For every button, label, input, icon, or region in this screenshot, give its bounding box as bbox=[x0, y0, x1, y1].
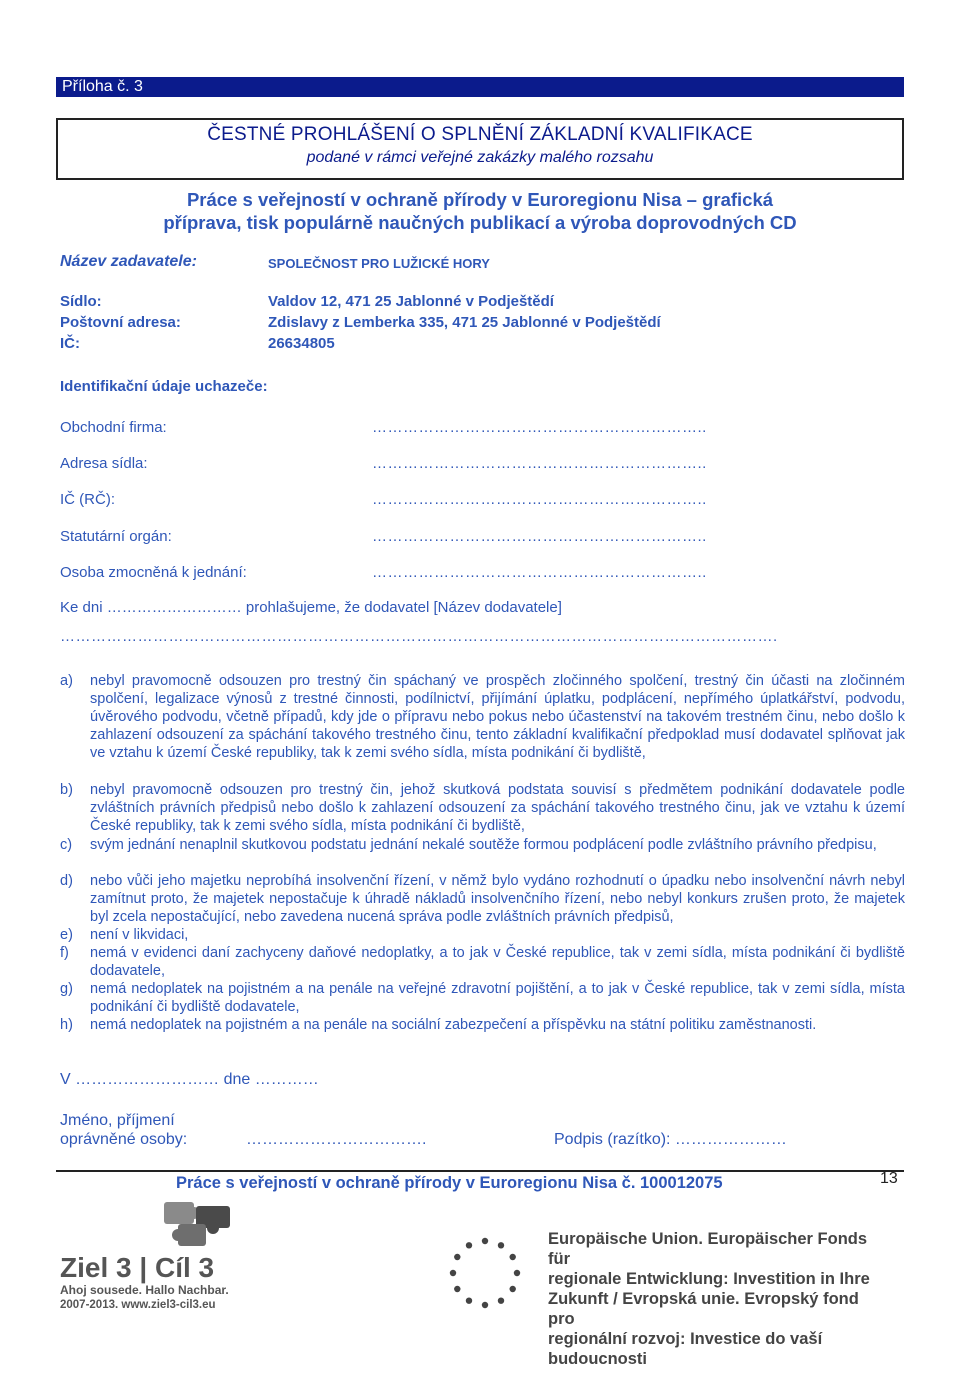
ic-rc-field[interactable]: ……………………………………………………….. bbox=[372, 491, 707, 508]
ic-value: 26634805 bbox=[268, 335, 335, 352]
declaration-item-b bbox=[60, 781, 905, 835]
authority-name-label: Název zadavatele: bbox=[60, 253, 197, 270]
appendix-bar bbox=[56, 77, 904, 97]
item-text: není v likvidaci, bbox=[90, 927, 189, 943]
company-name-label: Obchodní firma: bbox=[60, 419, 167, 436]
name-label-line2: oprávněné osoby: bbox=[60, 1131, 188, 1148]
item-letter: a) bbox=[60, 673, 73, 689]
statutory-body-field[interactable]: ……………………………………………………….. bbox=[372, 528, 707, 545]
project-name-line1: Práce s veřejností v ochraně přírody v Euroregionu Nisa – grafická bbox=[186, 189, 774, 210]
eu-text-line2: regionale Entwicklung: Investition in Ihre bbox=[548, 1270, 870, 1288]
ic-label: IČ: bbox=[60, 335, 80, 352]
authorized-person-label: Osoba zmocněná k jednání: bbox=[60, 564, 247, 581]
declaration-item-d bbox=[60, 872, 905, 926]
project-name-line2: příprava, tisk populárně naučných publikací a výroba doprovodných CD bbox=[163, 212, 797, 233]
declaration-item-f bbox=[60, 944, 905, 980]
eu-text-line3: Zukunft / Evropská unie. Evropský fond pro bbox=[548, 1290, 859, 1328]
item-letter: b) bbox=[60, 782, 73, 798]
ic-rc-label: IČ (RČ): bbox=[60, 491, 115, 508]
item-text: nebyl pravomocně odsouzen pro trestný čin spáchaný ve prospěch zločinného spolčení, trestný čin účasti na zločinném spolčení, legalizace výnosů z trestné činnosti, podílnictví, přijímání úplatku, podplácení, nepřímého úplatkářství, podvodu, úvěrového podvodu, včetně případů, kdy jde o přípravu nebo pokus nebo účastenství na takovém trestném činu, nebo došlo k zahlazení odsouzení za spáchání takového trestného činu, tento základní kvalifikační předpoklad musí dodavatel splňovat jak ve vztahu k území České republiky, tak k zemi svého sídla, místa podnikání či bydliště, bbox=[90, 673, 905, 761]
item-text: nemá nedoplatek na pojistném a na penále na sociální zabezpečení a příspěvku na státní politiku zaměstnanosti. bbox=[90, 1017, 817, 1033]
declaration-item-a bbox=[60, 672, 905, 762]
item-text: svým jednání nenaplnil skutkovou podstatu jednání nekalé soutěže formou podplácení podle zvláštního právního předpisu, bbox=[90, 837, 877, 853]
ziel3-logo bbox=[60, 1200, 250, 1318]
name-label-line1: Jméno, příjmení bbox=[60, 1112, 175, 1129]
declaration-item-c bbox=[60, 836, 905, 854]
footer-project-text: Práce s veřejností v ochraně přírody v Euroregionu Nisa č. 100012075 bbox=[176, 1174, 723, 1192]
ziel3-url: 2007-2013. www.ziel3-cil3.eu bbox=[60, 1299, 216, 1311]
appendix-label: Příloha č. 3 bbox=[62, 78, 143, 95]
item-text: nebyl pravomocně odsouzen pro trestný čin, jehož skutková podstata souvisí s předmětem podnikání dodavatele podle zvláštních právních předpisů nebo došlo k zahlazení odsouzení za spáchání takového trestného činu, jak ve vztahu k území České republiky, tak k zemi svého sídla, místa podnikání či bydliště, bbox=[90, 782, 905, 834]
item-text: nebo vůči jeho majetku neprobíhá insolvenční řízení, v němž bylo vydáno rozhodnutí o úpadku nebo insolvenční návrh nebyl zamítnut proto, že majetek nepostačuje k úhradě nákladů insolvenčního řízení, nebo nebyl konkurs zrušen proto, že majetek byl zcela nepostačující, nebo zavedena nucená správa podle zvláštních právních předpisů, bbox=[90, 873, 905, 925]
project-name bbox=[56, 188, 904, 234]
company-name-field[interactable]: ……………………………………………………….. bbox=[372, 419, 707, 436]
supplier-name-dots[interactable]: …………………………………………………………………………………………………………………………. bbox=[60, 628, 778, 645]
seat-address-label: Adresa sídla: bbox=[60, 455, 148, 472]
puzzle-pieces-icon bbox=[60, 1200, 250, 1248]
item-text: nemá v evidenci daní zachyceny daňové nedoplatky, a to jak v České republice, tak v zemi sídla, místa podnikání či bydliště dodavatele, bbox=[90, 945, 905, 979]
name-dots-field[interactable]: ……………………………. bbox=[246, 1131, 427, 1148]
seat-value: Valdov 12, 471 25 Jablonné v Podještědí bbox=[268, 293, 554, 310]
eu-stars-icon bbox=[440, 1228, 530, 1318]
footer-divider bbox=[56, 1170, 904, 1172]
seat-label: Sídlo: bbox=[60, 293, 102, 310]
eu-text-line4: regionální rozvoj: Investice do vaší budoucnosti bbox=[548, 1330, 823, 1368]
applicant-heading: Identifikační údaje uchazeče: bbox=[60, 378, 268, 395]
item-letter: c) bbox=[60, 837, 73, 853]
item-letter: g) bbox=[60, 981, 73, 997]
item-letter: h) bbox=[60, 1017, 73, 1033]
ziel3-title: Ziel 3 | Cíl 3 bbox=[60, 1252, 215, 1283]
page-number: 13 bbox=[880, 1170, 898, 1187]
item-text: nemá nedoplatek na pojistném a na penále na veřejné zdravotní pojištění, a to jak v České republice, tak v zemi sídla, místa podnikání či bydliště dodavatele, bbox=[90, 981, 905, 1015]
declaration-item-g bbox=[60, 980, 905, 1016]
eu-fund-text bbox=[548, 1229, 888, 1369]
eu-text-line1: Europäische Union. Europäischer Fonds für bbox=[548, 1230, 868, 1268]
authorized-person-field[interactable]: ……………………………………………………….. bbox=[372, 564, 707, 581]
postal-address-label: Poštovní adresa: bbox=[60, 314, 181, 331]
item-letter: f) bbox=[60, 945, 69, 961]
declaration-item-h bbox=[60, 1016, 905, 1034]
authority-name-value: SPOLEČNOST PRO LUŽICKÉ HORY bbox=[268, 256, 490, 271]
seat-address-field[interactable]: ……………………………………………………….. bbox=[372, 455, 707, 472]
item-letter: d) bbox=[60, 873, 73, 889]
statutory-body-label: Statutární orgán: bbox=[60, 528, 172, 545]
declaration-item-e bbox=[60, 926, 905, 944]
item-letter: e) bbox=[60, 927, 73, 943]
ziel3-tagline: Ahoj sousede. Hallo Nachbar. bbox=[60, 1283, 229, 1297]
document-title: ČESTNÉ PROHLÁŠENÍ O SPLNĚNÍ ZÁKLADNÍ KVALIFIKACE bbox=[207, 124, 753, 145]
postal-address-value: Zdislavy z Lemberka 335, 471 25 Jablonné v Podještědí bbox=[268, 314, 661, 331]
place-date-line[interactable]: V ……………………… dne ………… bbox=[60, 1071, 319, 1088]
signature-label[interactable]: Podpis (razítko): ………………… bbox=[554, 1131, 787, 1148]
declaration-intro: Ke dni ……………………… prohlašujeme, že dodavatel [Název dodavatele] bbox=[60, 599, 562, 616]
document-subtitle: podané v rámci veřejné zakázky malého rozsahu bbox=[306, 149, 654, 166]
title-box bbox=[56, 118, 904, 180]
